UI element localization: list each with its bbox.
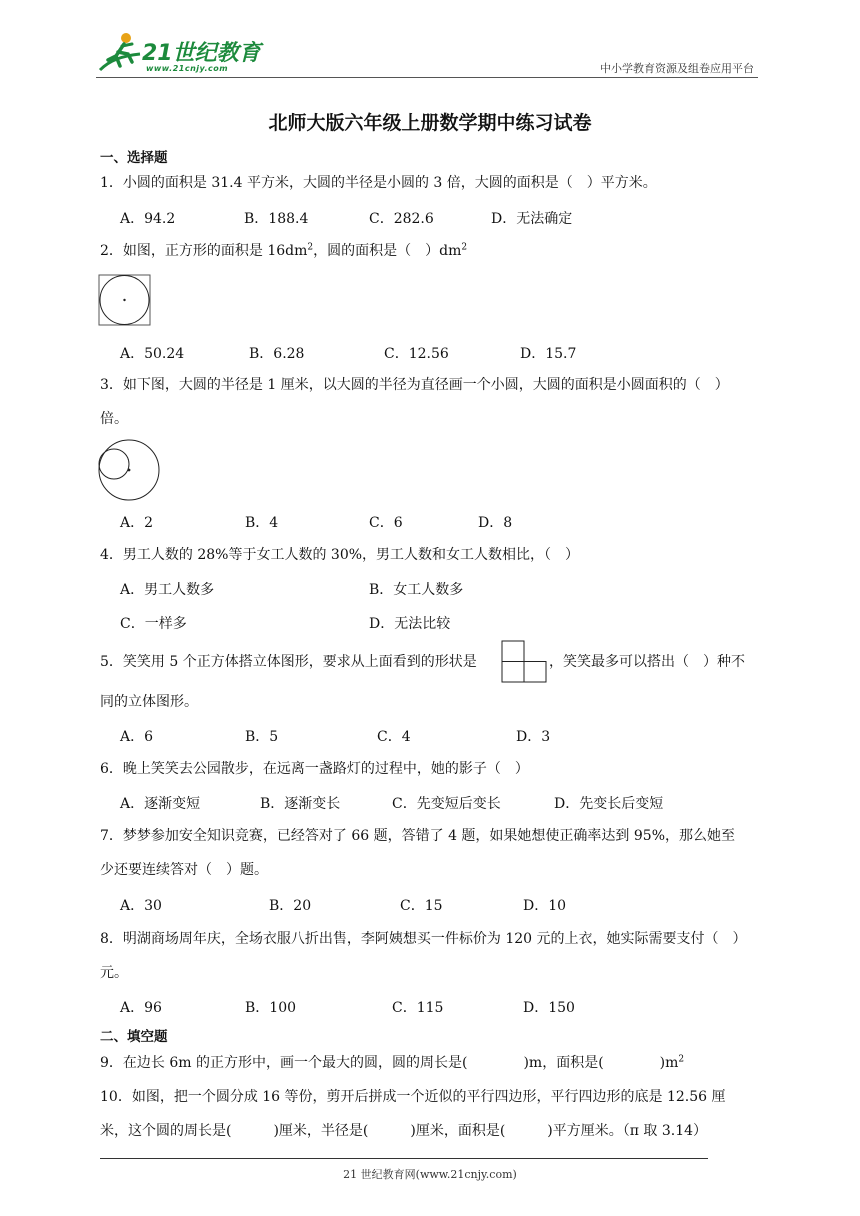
page-title: 北师大版六年级上册数学期中练习试卷 — [268, 112, 592, 134]
question-5-line-2: 同的立体图形。 — [100, 694, 198, 710]
q4-option-b: B．女工人数多 — [369, 582, 464, 598]
site-logo — [96, 30, 266, 78]
q2-option-d: D．15.7 — [520, 346, 577, 362]
question-4: 4．男工人数的 28%等于女工人数的 30%，男工人数和女工人数相比，（ ） — [100, 547, 580, 563]
question-8-line-2: 元。 — [100, 965, 128, 981]
q8-option-c: C．115 — [392, 1000, 444, 1016]
section-heading-fill: 二、填空题 — [100, 1029, 168, 1045]
q6-option-b: B．逐渐变长 — [260, 796, 341, 812]
question-1: 1．小圆的面积是 31.4 平方米，大圆的半径是小圆的 3 倍，大圆的面积是（ ）平方米。 — [100, 175, 657, 191]
q6-option-a: A．逐渐变短 — [120, 796, 201, 812]
q4-option-d: D．无法比较 — [369, 616, 451, 632]
question-8-line-1: 8．明湖商场周年庆，全场衣服八折出售，李阿姨想买一件标价为 120 元的上衣，她实际需要支付（ ） — [100, 931, 747, 947]
q8-option-b: B．100 — [245, 1000, 297, 1016]
question-10-line-1: 10．如图，把一个圆分成 16 等份，剪开后拼成一个近似的平行四边形，平行四边形的底是 12.56 厘 — [100, 1089, 726, 1105]
q1-option-a: A．94.2 — [120, 211, 176, 227]
logo-text: 21世纪教育 — [142, 41, 261, 66]
page-header — [96, 30, 758, 78]
q2-option-b: B．6.28 — [249, 346, 305, 362]
q1-option-c: C．282.6 — [369, 211, 434, 227]
q7-option-c: C．15 — [400, 898, 443, 914]
q7-option-b: B．20 — [269, 898, 312, 914]
question-7-line-2: 少还要连续答对（ ）题。 — [100, 862, 268, 878]
q3-option-c: C．6 — [369, 515, 403, 531]
two-circles-figure — [97, 438, 163, 502]
q3-option-a: A．2 — [120, 515, 154, 531]
question-6: 6．晚上笑笑去公园散步，在远离一盏路灯的过程中，她的影子（ ） — [100, 761, 529, 777]
page-footer: 21 世纪教育网(www.21cnjy.com) — [343, 1168, 517, 1181]
q4-option-a: A．男工人数多 — [120, 582, 215, 598]
q1-option-b: B．188.4 — [244, 211, 309, 227]
square-circle-figure — [98, 274, 152, 326]
q6-option-d: D．先变长后变短 — [554, 796, 664, 812]
q3-option-d: D．8 — [478, 515, 513, 531]
q5-option-d: D．3 — [516, 729, 551, 745]
question-3-line-2: 倍。 — [100, 411, 128, 427]
q2-option-a: A．50.24 — [120, 346, 185, 362]
q2-option-c: C．12.56 — [384, 346, 449, 362]
q5-option-a: A．6 — [120, 729, 154, 745]
footer-divider — [100, 1158, 708, 1159]
question-5-line-1b: ，笑笑最多可以搭出（ ）种不 — [549, 654, 745, 670]
q7-option-d: D．10 — [523, 898, 567, 914]
q8-option-d: D．150 — [523, 1000, 575, 1016]
question-9: 9．在边长 6m 的正方形中，画一个最大的圆，圆的周长是( )m，面积是( )$m^2$ — [100, 1054, 685, 1071]
runner-icon — [96, 30, 144, 78]
q4-option-c: C．一样多 — [120, 616, 187, 632]
q3-option-b: B．4 — [245, 515, 279, 531]
logo-url: www.21cnjy.com — [146, 64, 229, 73]
top-view-shape-figure — [501, 640, 547, 683]
q8-option-a: A．96 — [120, 1000, 162, 1016]
question-2: 2．如图，正方形的面积是 $16dm^2$，圆的面积是（ ）$dm^2$ — [100, 242, 468, 259]
question-5-line-1a: 5．笑笑用 5 个正方体搭立体图形，要求从上面看到的形状是 — [100, 654, 477, 670]
q7-option-a: A．30 — [120, 898, 162, 914]
q1-option-d: D．无法确定 — [491, 211, 573, 227]
section-heading-choice: 一、选择题 — [100, 150, 168, 166]
question-10-line-2: 米，这个圆的周长是( )厘米，半径是( )厘米，面积是( )平方厘米。（π 取 3.14） — [100, 1123, 708, 1139]
question-7-line-1: 7．梦梦参加安全知识竞赛，已经答对了 66 题，答错了 4 题，如果她想使正确率达到 95%，那么她至 — [100, 828, 735, 844]
question-3-line-1: 3．如下图，大圆的半径是 1 厘米，以大圆的半径为直径画一个小圆，大圆的面积是小圆面积的（ ） — [100, 377, 729, 393]
header-divider — [96, 77, 758, 78]
platform-name: 中小学教育资源及组卷应用平台 — [600, 62, 754, 75]
q6-option-c: C．先变短后变长 — [392, 796, 501, 812]
q5-option-b: B．5 — [245, 729, 279, 745]
q5-option-c: C．4 — [377, 729, 411, 745]
